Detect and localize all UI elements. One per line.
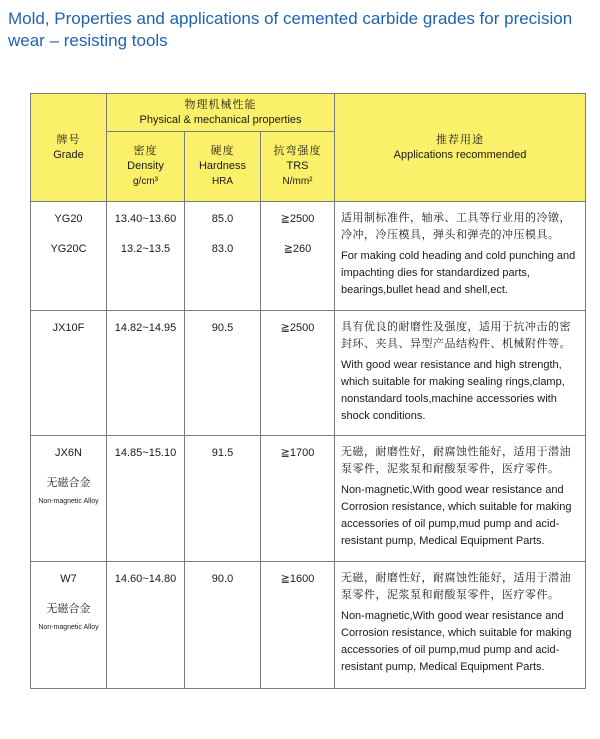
header-applications-en: Applications recommended	[393, 148, 527, 161]
hardness-value: 90.0	[211, 573, 234, 585]
trs-cell	[261, 562, 335, 689]
grade-subtitle-cn: 无磁合金	[46, 477, 91, 489]
grade-cell	[31, 202, 107, 311]
header-trs	[261, 132, 335, 202]
header-density-unit: g/cm³	[133, 176, 158, 187]
grade-subtitle-cn: 无磁合金	[46, 603, 91, 615]
trs-cell	[261, 436, 335, 562]
header-trs-unit: N/mm²	[282, 176, 313, 187]
grade-name: W7	[60, 573, 77, 585]
header-applications-cn: 推荐用途	[436, 133, 484, 146]
density-cell	[107, 436, 185, 562]
density-cell	[107, 202, 185, 311]
application-cell	[335, 562, 586, 689]
hardness-cell	[185, 311, 261, 436]
grade-name: YG20	[54, 213, 83, 225]
table-row	[31, 311, 586, 436]
application-text-cn: 适用制标准件，轴承、工具等行业用的冷镦，冷冲，冷压模具，弹头和弹壳的冲压模具。	[341, 212, 571, 241]
header-hardness-en: Hardness	[198, 160, 247, 172]
trs-value: ≧2500	[280, 322, 315, 334]
header-applications	[335, 94, 586, 202]
application-text-en: Non-magnetic,With good wear resistance and Corrosion resistance, which suitable for making accessories of oil pump,mud pump and acid-resistant pump, Medical Equipment Parts.	[341, 610, 572, 673]
header-hardness	[185, 132, 261, 202]
hardness-cell	[185, 202, 261, 311]
trs-value: ≧260	[283, 243, 312, 255]
header-row-top	[31, 94, 586, 132]
application-text-cn: 无磁，耐磨性好，耐腐蚀性能好，适用于潜油泵零件，泥浆泵和耐酸泵零件，医疗零件。	[341, 446, 571, 475]
trs-cell	[261, 311, 335, 436]
grades-table	[30, 93, 586, 689]
grade-cell	[31, 311, 107, 436]
density-value: 14.85~15.10	[114, 447, 177, 459]
header-trs-cn: 抗弯强度	[273, 145, 322, 157]
application-text-en: For making cold heading and cold punching and impachting dies for standardized parts, bearings,bullet head and shell,ect.	[341, 250, 576, 296]
header-grade	[31, 94, 107, 202]
grade-subtitle-en: Non-magnetic Alloy	[38, 624, 99, 631]
header-hardness-cn: 硬度	[210, 145, 235, 157]
hardness-value: 90.5	[211, 322, 234, 334]
header-trs-en: TRS	[286, 160, 309, 172]
application-cell	[335, 202, 586, 311]
header-density-en: Density	[127, 160, 164, 172]
application-text-cn: 具有优良的耐磨性及强度，适用于抗冲击的密封环、夹具、异型产品结构件、机械附件等。	[341, 321, 571, 350]
grade-name: JX10F	[52, 322, 85, 334]
header-properties	[107, 94, 335, 132]
trs-cell	[261, 202, 335, 311]
density-value: 14.82~14.95	[114, 322, 177, 334]
header-properties-en: Physical & mechanical properties	[139, 113, 302, 126]
header-grade-en: Grade	[53, 148, 84, 161]
application-text-en: With good wear resistance and high strength, which suitable for making sealing rings,clamp, nonstandard tools,machine accessories with shock conditions.	[341, 359, 565, 422]
header-properties-cn: 物理机械性能	[184, 98, 257, 111]
application-text-en: Non-magnetic,With good wear resistance and Corrosion resistance, which suitable for making accessories of oil pump,mud pump and acid-resistant pump, Medical Equipment Parts.	[341, 484, 572, 547]
trs-value: ≧1600	[280, 573, 315, 585]
table-row	[31, 562, 586, 689]
application-text-cn: 无磁，耐磨性好，耐腐蚀性能好，适用于潜油泵零件，泥浆泵和耐酸泵零件，医疗零件。	[341, 572, 571, 601]
table-row	[31, 202, 586, 311]
density-value: 13.2~13.5	[120, 243, 171, 255]
application-cell	[335, 436, 586, 562]
application-cell	[335, 311, 586, 436]
grade-cell	[31, 436, 107, 562]
trs-value: ≧1700	[280, 447, 315, 459]
density-cell	[107, 311, 185, 436]
density-value: 14.60~14.80	[114, 573, 177, 585]
hardness-cell	[185, 436, 261, 562]
trs-value: ≧2500	[280, 213, 315, 225]
hardness-value: 91.5	[211, 447, 234, 459]
hardness-value: 83.0	[211, 243, 234, 255]
page-title: Mold, Properties and applications of cemented carbide grades for precision wear – resisting tools	[8, 9, 573, 50]
grade-cell	[31, 562, 107, 689]
header-grade-cn: 牌号	[56, 133, 81, 146]
density-value: 13.40~13.60	[114, 213, 177, 225]
hardness-cell	[185, 562, 261, 689]
header-density-cn: 密度	[133, 145, 158, 157]
grade-name: YG20C	[50, 243, 87, 255]
hardness-value: 85.0	[211, 213, 234, 225]
table-row	[31, 436, 586, 562]
grade-name: JX6N	[55, 447, 82, 459]
header-density	[107, 132, 185, 202]
header-hardness-unit: HRA	[211, 176, 234, 187]
density-cell	[107, 562, 185, 689]
grade-subtitle-en: Non-magnetic Alloy	[38, 498, 99, 505]
